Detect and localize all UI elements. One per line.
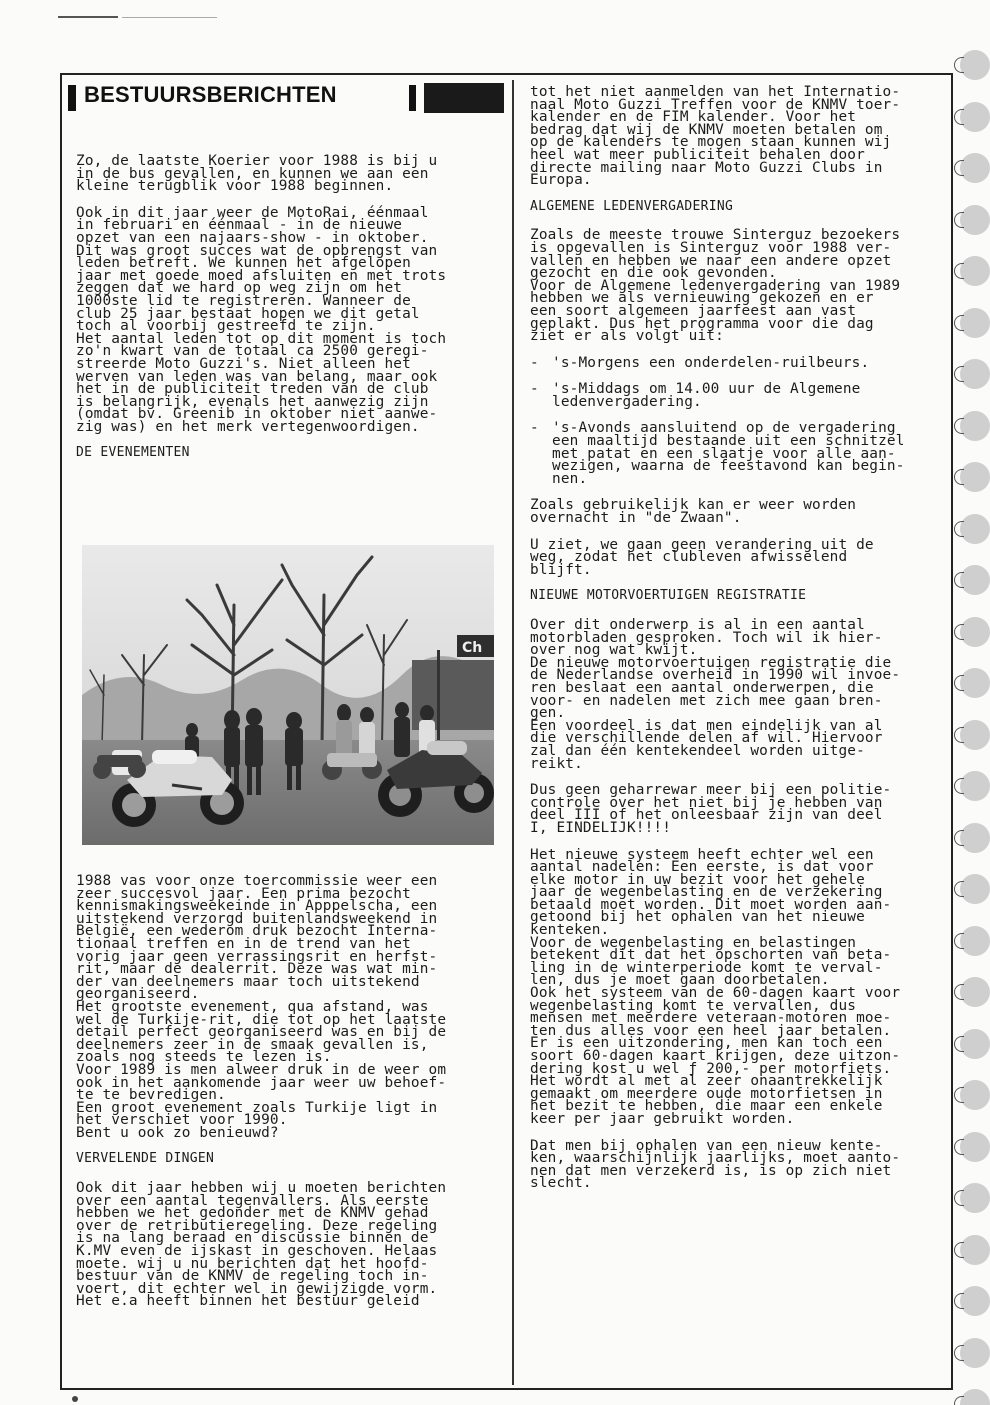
header-bar xyxy=(68,85,76,111)
binder-ring xyxy=(954,418,964,434)
binder-hole xyxy=(960,102,990,132)
paragraph: Zoals de meeste trouwe Sinterguz bezoekers is opgevallen is Sinterguz voor 1988 ver- vallen en hebben we naar een andere opzet gezocht en die ook gevonden. Voor de Algemene ledenvergadering van 1989 hebben we als vernieuwing gekozen en er een soort algemeen jaarfeest aan vast geplakt. Dus het programma voor die dag ziet er als volgt uit: xyxy=(530,227,901,345)
photo-image xyxy=(82,545,494,845)
binder-hole xyxy=(960,771,990,801)
binder-hole xyxy=(960,1389,990,1405)
binder-ring xyxy=(954,984,964,1000)
binder-ring xyxy=(954,675,964,691)
binder-ring xyxy=(954,1242,964,1258)
binder-ring xyxy=(954,1396,964,1405)
binder-hole xyxy=(960,874,990,904)
binder-hole xyxy=(960,977,990,1007)
left-column-top xyxy=(76,155,506,476)
program-item-text: 's-Middags om 14.00 uur de Algemene ledenvergadering. xyxy=(552,381,861,410)
binder-hole xyxy=(960,823,990,853)
binder-hole xyxy=(960,720,990,750)
binder-ring xyxy=(954,933,964,949)
paragraph: tot het niet aanmelden van het Internatio- naal Moto Guzzi Treffen voor de KNMV toer- kalender en de FIM kalender. Voor het bedrag dat wij de KNMV moeten betalen om op de kalenders te mogen staan kunnen wij heel wat meer publiciteit behalen door directe mailing naar Moto Guzzi Clubs in Europa. xyxy=(530,84,901,189)
binder-ring xyxy=(954,624,964,640)
sign-text: Ch xyxy=(462,640,483,656)
column-divider xyxy=(512,80,514,1385)
page-marker xyxy=(72,1396,78,1402)
paragraph: Het nieuwe systeem heeft echter wel een aantal nadelen: Een eerste, is dat voor elke motor in uw bezit voor het gehele jaar de wegenbelasting en de verzekering betaald moet worden. Dit moet worden aan- getoond bij het ophalen van het nieuwe kenteken. Voor de wegenbelasting en belastingen betekent dit dat het opschorten van beta- ling in de winterperiode komt te verval- len, dus je moet gaan doorbetalen. Ook het systeem van de 60-dagen kaart voor wegenbelasting komt te vervallen, dus mensen met meerdere veteraan-motoren moe- ten dus alles voor een heel jaar betalen. Er is een uitzondering, men kan toch een soort 60-dagen kaart krijgen, deze uitzon- dering kost u wel ƒ 200,- per motorfiets. Het wordt al met al zeer onaantrekkelijk gemaakt om meerdere oude motorfietsen in het bezit te hebben, die maar een enkele keer per jaar gebruikt worden. xyxy=(530,846,901,1127)
binder-hole xyxy=(960,1183,990,1213)
subheading-vervelende: VERVELENDE DINGEN xyxy=(76,1151,215,1167)
list-dash: - xyxy=(530,420,539,437)
header-bar xyxy=(409,85,416,111)
binder-hole xyxy=(960,153,990,183)
binder-holes xyxy=(956,40,990,1405)
binder-hole xyxy=(960,1080,990,1110)
binder-ring xyxy=(954,57,964,73)
binder-ring xyxy=(954,1190,964,1206)
scan-mark xyxy=(58,16,118,18)
scan-mark xyxy=(122,17,217,18)
binder-hole xyxy=(960,308,990,338)
binder-hole xyxy=(960,926,990,956)
binder-ring xyxy=(954,263,964,279)
paragraph: Dus geen geharrewar meer bij een politie- controle over het niet bij je hebben van deel III of het onleesbaar zijn van deel I, EINDELIJK!!!! xyxy=(530,782,892,836)
binder-ring xyxy=(954,212,964,228)
program-item xyxy=(530,383,950,408)
binder-hole xyxy=(960,1235,990,1265)
binder-ring xyxy=(954,1139,964,1155)
binder-hole xyxy=(960,514,990,544)
paragraph: Ook in dit jaar weer de MotoRai, éénmaal in februari en éénmaal - in de nieuwe opzet van een najaars-show - in oktober. Dit was groot succes wat de opbrengst van leden betreft. We kunnen het afgelopen jaar met goede moed afsluiten en met trots zeggen dat we hard op weg zijn om het 1000ste lid te registreren. Wanneer de club 25 jaar bestaat hopen we dit getal toch al voorbij gestreefd te zijn. Het aantal leden tot op dit moment is toch zo'n kwart van de totaal ca 2500 geregi- streerde Moto Guzzi's. Niet alleen het werven van leden was van belang, maar ook het in de publiciteit treden van de club is belangrijk, evenals het aanwezig zijn (omdat bv. Greenib in oktober niet aanwe- zig was) en het merk vertegenwoordigen. xyxy=(76,204,447,435)
binder-ring xyxy=(954,1345,964,1361)
left-column-bottom xyxy=(76,875,506,1322)
paragraph: Zoals gebruikelijk kan er weer worden overnacht in "de Zwaan". xyxy=(530,497,857,527)
binder-ring xyxy=(954,160,964,176)
binder-ring xyxy=(954,830,964,846)
binder-hole xyxy=(960,565,990,595)
binder-ring xyxy=(954,521,964,537)
section-title: BESTUURSBERICHTEN xyxy=(84,82,337,107)
binder-ring xyxy=(954,315,964,331)
program-item xyxy=(530,354,950,371)
program-item xyxy=(530,422,950,485)
binder-hole xyxy=(960,359,990,389)
binder-ring xyxy=(954,881,964,897)
binder-ring xyxy=(954,469,964,485)
right-column xyxy=(530,86,950,1204)
binder-ring xyxy=(954,366,964,382)
binder-hole xyxy=(960,1338,990,1368)
paragraph: U ziet, we gaan geen verandering uit de weg, zodat het clubleven afwisselend blijft. xyxy=(530,536,874,578)
binder-ring xyxy=(954,1036,964,1052)
binder-hole xyxy=(960,462,990,492)
paragraph: Dat men bij ophalen van een nieuw kente- ken, waarschijnlijk jaarlijks, moet aanto- nen dat men verzekerd is, is op zich niet slecht. xyxy=(530,1137,901,1192)
binder-hole xyxy=(960,50,990,80)
binder-ring xyxy=(954,727,964,743)
list-dash: - xyxy=(530,381,539,398)
binder-hole xyxy=(960,411,990,441)
subheading-registratie: NIEUWE MOTORVOERTUIGEN REGISTRATIE xyxy=(530,588,807,604)
header-block xyxy=(424,83,504,113)
program-item-text: 's-Morgens een onderdelen-ruilbeurs. xyxy=(552,354,870,371)
binder-hole xyxy=(960,1029,990,1059)
binder-ring xyxy=(954,778,964,794)
motorcycle-photo xyxy=(82,545,494,845)
binder-hole xyxy=(960,1132,990,1162)
binder-hole xyxy=(960,668,990,698)
program-item-text: 's-Avonds aansluitend op de vergadering een maaltijd bestaande uit een schnitzel met patat en een slaatje voor alle aan- wezigen, waarna de feestavond kan begin- nen. xyxy=(552,420,905,487)
paragraph: Over dit onderwerp is al in een aantal motorbladen gesproken. Toch wil ik hier- over nog wat kwijt. De nieuwe motorvoertuigen registratie die de Nederlandse overheid in 1990 wil invoe- ren beslaat een aantal onderwerpen, die voor- en nadelen met zich mee gaan bren- gen. Een voordeel is dat men eindelijk van al die verschillende delen af wil. Hiervoor zal dan één kentekendeel worden uitge- reikt. xyxy=(530,617,901,772)
paragraph: Zo, de laatste Koerier voor 1988 is bij u in de bus gevallen, en kunnen we aan een kleine terugblik voor 1988 beginnen. xyxy=(76,153,438,195)
binder-ring xyxy=(954,572,964,588)
binder-ring xyxy=(954,109,964,125)
subheading-events: DE EVENEMENTEN xyxy=(76,445,190,461)
binder-hole xyxy=(960,205,990,235)
binder-hole xyxy=(960,617,990,647)
binder-ring xyxy=(954,1293,964,1309)
paragraph: Ook dit jaar hebben wij u moeten berichten over een aantal tegenvallers. Als eerste hebben we het gedonder met de KNMV gehad over de retributieregeling. Deze regeling is na lang beraad en discussie binnen de K.MV even de ijskast in geschoven. Helaas moete. wij u nu berichten dat het hoofd- bestuur van de KNMV de regeling toch in- voert, dit echter wel in gewijzigde vorm. Het e.a heeft binnen het bestuur geleid xyxy=(76,1180,447,1310)
binder-hole xyxy=(960,1286,990,1316)
subheading-alv: ALGEMENE LEDENVERGADERING xyxy=(530,198,734,214)
paragraph: 1988 vas voor onze toercommissie weer een zeer succesvol jaar. Een prima bezocht kennismakingsweekeinde in Apppelscha, een uitstekend verzorgd buitenlandsweekend in België, een wederom druk bezocht Interna- tionaal treffen en in de trend van het vorig jaar geen verrassingsrit en herfst- rit, maar de dealerrit. Deze was wat min- der van deelnemers maar toch uitstekend georganiseerd. Het grootste evenement, qua afstand, was wel de Turkije-rit, die tot op het laatste detail perfect georganiseerd was en bij de deelnemers zeer in de smaak gevallen is, zoals nog steeds te lezen is. Voor 1989 is men alweer druk in de weer om ook in het aankomende jaar weer uw behoef- te te bevredigen. Een groot evenement zoals Turkije ligt in het verschiet voor 1990. Bent u ook zo benieuwd? xyxy=(76,873,447,1141)
section-header xyxy=(64,80,504,114)
binder-hole xyxy=(960,256,990,286)
list-dash: - xyxy=(530,354,539,371)
binder-ring xyxy=(954,1087,964,1103)
